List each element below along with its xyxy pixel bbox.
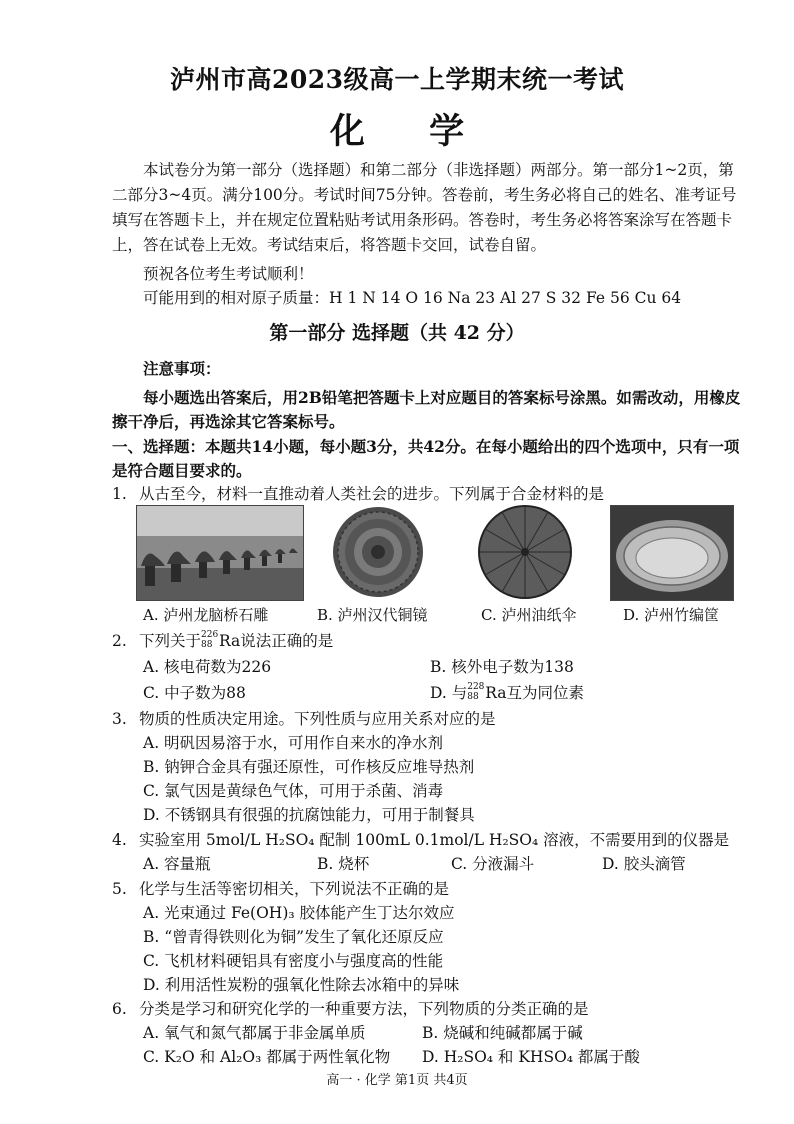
q6-option-d: D. H₂SO₄ 和 KHSO₄ 都属于酸: [422, 1048, 640, 1066]
section-line-2: 是符合题目要求的。: [112, 461, 252, 480]
question-number: 4.: [112, 831, 127, 849]
question-1: [112, 482, 604, 504]
q2-option-a: A. 核电荷数为226: [143, 658, 272, 676]
question-stem: 实验室用 5mol/L H₂SO₄ 配制 100mL 0.1mol/L H₂SO₄ 溶液，不需要用到的仪器是: [139, 831, 730, 849]
section-line-1: 一、选择题：本题共14小题，每小题3分，共42分。在每小题给出的四个选项中，只有一项: [112, 437, 740, 456]
q2-option-b: B. 核外电子数为138: [430, 658, 574, 676]
q3-option-d: D. 不锈钢具有很强的抗腐蚀能力，可用于制餐具: [143, 806, 475, 824]
part1-heading: 第一部分 选择题（共 42 分）: [269, 322, 525, 344]
question-4: [112, 828, 729, 850]
q5-option-b: B. “曾青得铁则化为铜”发生了氧化还原反应: [143, 928, 444, 946]
instructions-paragraph: 本试卷分为第一部分（选择题）和第二部分（非选择题）两部分。第一部分1~2页，第二部分3~4页。满分100分。考试时间75分钟。答卷前，考生务必将自己的姓名、准考证号填写在答题卡上，并在规定位置粘贴考试用条形码。答卷时，考生务必将答案涂写在答题卡上，答在试卷上无效。考试结束后，将答题卡交回，试卷自留。: [112, 161, 737, 254]
question-stem: 分类是学习和研究化学的一种重要方法，下列物质的分类正确的是: [139, 1000, 589, 1018]
question-stem-post: 说法正确的是: [240, 632, 334, 650]
question-number: 6.: [112, 1000, 127, 1018]
q6-option-c: C. K₂O 和 Al₂O₃ 都属于两性氧化物: [143, 1048, 391, 1066]
q1-option-c: C. 泸州油纸伞: [481, 606, 577, 624]
notice-title: 注意事项：: [143, 359, 221, 378]
question-stem: 物质的性质决定用途。下列性质与应用关系对应的是: [139, 710, 496, 728]
isotope-symbol: 228 88: [467, 682, 485, 702]
oil-paper-umbrella-image: [465, 505, 585, 599]
q4-option-a: A. 容量瓶: [143, 855, 211, 873]
question-2: 2. 下列关于 226 88 Ra说法正确的是: [112, 630, 334, 650]
q5-option-a: A. 光束通过 Fe(OH)₃ 胶体能产生丁达尔效应: [143, 904, 455, 922]
question-number: 1.: [112, 485, 127, 503]
question-number: 2.: [112, 632, 127, 650]
notice-line-2: 擦干净后，再选涂其它答案标号。: [112, 412, 345, 431]
isotope-symbol: 226 88: [201, 630, 219, 650]
bronze-mirror-image: [308, 505, 448, 599]
q1-option-d: D. 泸州竹编筐: [623, 606, 720, 624]
page-footer: 高一 · 化学 第1页 共4页: [326, 1073, 468, 1088]
q1-option-b: B. 泸州汉代铜镜: [317, 606, 428, 624]
notice-line-1: 每小题选出答案后，用2B铅笔把答题卡上对应题目的答案标号涂黑。如需改动，用橡皮: [143, 388, 741, 407]
q4-option-b: B. 烧杯: [317, 855, 370, 873]
q5-option-c: C. 飞机材料硬铝具有密度小与强度高的性能: [143, 952, 444, 970]
q3-option-a: A. 明矾因易溶于水，可用作自来水的净水剂: [143, 734, 444, 752]
subject-title: 化 学: [329, 111, 491, 152]
stone-carving-bridge-image: [136, 505, 304, 601]
question-stem-pre: 下列关于: [139, 632, 202, 650]
q3-option-c: C. 氯气因是黄绿色气体，可用于杀菌、消毒: [143, 782, 444, 800]
atomic-masses-line: 可能用到的相对原子质量：H 1 N 14 O 16 Na 23 Al 27 S 32 Fe 56 Cu 64: [143, 289, 682, 307]
q4-option-c: C. 分液漏斗: [451, 855, 535, 873]
q5-option-d: D. 利用活性炭粉的强氧化性除去冰箱中的异味: [143, 976, 460, 994]
q2-option-c: C. 中子数为88: [143, 684, 246, 702]
question-number: 3.: [112, 710, 127, 728]
question-5: [112, 877, 449, 899]
exam-title: 泸州市高2023级高一上学期末统一考试: [169, 65, 625, 94]
q2-option-d: D. 与 228 88 Ra互为同位素: [430, 682, 585, 702]
question-6: [112, 997, 589, 1019]
question-stem: 从古至今，材料一直推动着人类社会的进步。下列属于合金材料的是: [139, 485, 605, 503]
good-luck-line: 预祝各位考生考试顺利！: [143, 265, 314, 283]
q6-option-a: A. 氧气和氮气都属于非金属单质: [143, 1024, 366, 1042]
q1-option-a: A. 泸州龙脑桥石雕: [143, 606, 269, 624]
q6-option-b: B. 烧碱和纯碱都属于碱: [422, 1024, 583, 1042]
question-3: [112, 707, 496, 729]
bamboo-basket-image: [610, 505, 734, 601]
q3-option-b: B. 钠钾合金具有强还原性，可作核反应堆导热剂: [143, 758, 475, 776]
question-number: 5.: [112, 880, 127, 898]
question-stem: 化学与生活等密切相关，下列说法不正确的是: [139, 880, 450, 898]
q4-option-d: D. 胶头滴管: [602, 855, 686, 873]
